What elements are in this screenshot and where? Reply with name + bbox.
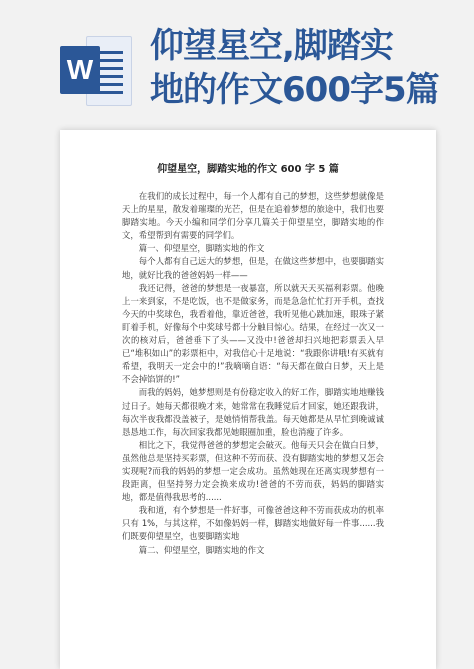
- paragraph: 我还记得，爸爸的梦想是一夜暴富，所以就天天买福利彩票。他晚上一来到家，不是吃饭，也不是做家务，而是急急忙忙打开手机，查找今天的中奖球色，我看着他，靠近爸爸，我听见他心跳加速，眼珠子紧盯着手机，好像每个中奖球号都十分触目惊心。结果，在经过一次又一次的核对后，爸爸垂下了头——又没中!爸爸却扫兴地把彩票丢入早已“堆积如山”的彩票柜中，对我信心十足地说：“我跟你讲哦!有买就有希望，我明天一定会中的!”我嘀嘀自语：“每天都在做白日梦，天上是不会掉馅饼的!”: [122, 282, 384, 385]
- paragraph: 相比之下，我觉得爸爸的梦想定会破灭。他每天只会在做白日梦，虽然他总是坚持买彩票，但这种不劳而获、没有脚踏实地的梦想又怎会实现呢?而我的妈妈的梦想一定会成功。虽然她现在还离实现梦想有一段距离，但坚持努力定会换来成功!爸爸的不劳而获，妈妈的脚踏实地，都是值得我思考的......: [122, 439, 384, 503]
- section-heading-1: 篇一、仰望星空，脚踏实地的作文: [138, 243, 265, 254]
- word-document-icon: [60, 36, 132, 104]
- document-body: [122, 190, 384, 557]
- paragraph: 而我的妈妈，她梦想则是有份稳定收入的好工作，脚踏实地地赚钱过日子。她每天都很晚才来，她常常在我睡觉后才回家，她还跟我讲，每次半夜我都没盖被子，是她悄悄帮我盖。每天她都是从早忙到晚诚诚恳恳地工作，每次回家我都见她眼圈加重，脸也消瘦了许多。: [122, 387, 384, 437]
- page-header: [0, 0, 474, 120]
- paragraph: 我和道，有个梦想是一件好事，可像爸爸这种不劳而获成功的机率只有 1%，与其这样，不如像妈妈一样，脚踏实地做好每一件事......我们既要仰望星空，也要脚踏实地: [122, 505, 384, 542]
- page-title: [150, 24, 470, 112]
- paragraph: 每个人都有自己远大的梦想，但是，在做这些梦想中，也要脚踏实地，就好比我的爸爸妈妈一样——: [122, 256, 384, 280]
- document-title: 仰望星空，脚踏实地的作文 600 字 5 篇: [157, 164, 339, 175]
- page-title-line-1: 仰望星空,脚踏实: [150, 26, 393, 66]
- document-page: [60, 130, 436, 669]
- section-heading-2: 篇二、仰望星空，脚踏实地的作文: [138, 544, 265, 555]
- word-logo-icon: W: [60, 46, 100, 94]
- paragraph-intro: 在我们的成长过程中，每一个人都有自己的梦想，这些梦想就像是天上的星星，散发着璀璨的光芒，但是在追着梦想的旅途中，我们也要脚踏实地。今天小编和同学们分享几篇关于仰望星空，脚踏实地的作文，希望帮到有需要的同学们。: [122, 191, 384, 241]
- page-title-line-2: 地的作文600字5篇: [150, 70, 439, 110]
